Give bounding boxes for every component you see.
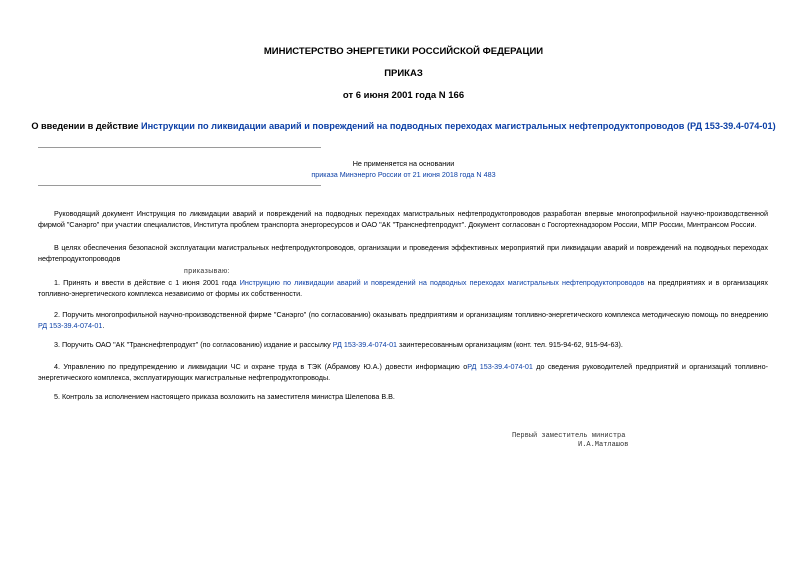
signature-name: И.А.Матлашов bbox=[578, 441, 629, 449]
notice-order-link[interactable]: приказа Минэнерго России от 21 июня 2018 года N 483 bbox=[311, 170, 496, 179]
item-2-rd-link[interactable]: РД 153-39.4-074-01 bbox=[38, 321, 103, 331]
item-4-text-b: до сведения руководителей предприятий и организаций топливно-энергетического комплекса, эксплуатирующих магистральные нефтепродуктопроводы. bbox=[38, 362, 768, 383]
status-notice bbox=[270, 158, 537, 180]
item-4-rd-link[interactable]: РД 153-39.4-074-01 bbox=[467, 362, 533, 371]
date-number-heading: от 6 июня 2001 года N 166 bbox=[342, 90, 465, 101]
order-item-1 bbox=[38, 277, 768, 299]
paragraph-purpose: В целях обеспечения безопасной эксплуатации магистральных нефтепродуктопроводов, организации и проведения эффективных мероприятий при ликвидации аварий и повреждений на подводных переходах нефтепродуктопроводов bbox=[38, 243, 768, 264]
item-1-text-b: на предприятиях и в организациях топливно-энергетического комплекса независимо от формы их собственности. bbox=[38, 278, 768, 299]
doc-type-heading: ПРИКАЗ bbox=[384, 68, 423, 79]
item-3-rd-link[interactable]: РД 153-39.4-074-01 bbox=[332, 340, 398, 349]
order-word: приказываю: bbox=[184, 268, 230, 275]
order-item-2 bbox=[38, 309, 768, 331]
title-instruction-link[interactable]: Инструкции по ликвидации аварий и повреждений на подводных переходах магистральных нефтепродуктопроводов (РД 153-39.4-074-01) bbox=[141, 121, 776, 131]
notice-text: Не применяется на основании bbox=[352, 159, 455, 168]
item-4-text-a: 4. Управлению по предупреждению и ликвидации ЧС и охране труда в ТЭК (Абрамову Ю.А.) довести информацию о bbox=[54, 362, 468, 371]
item-1-instruction-link[interactable]: Инструкцию по ликвидации аварий и повреждений на подводных переходах магистральных нефтепродуктопроводов bbox=[239, 278, 645, 287]
paragraph-intro: Руководящий документ Инструкция по ликвидации аварий и повреждений на подводных переходах магистральных нефтепродуктопроводов разработан впервые многопрофильной научно-производственной фирмой "Санэрго" при участии специалистов, Института проблем транспорта энергоресурсов и ОАО "АК "Транснефтепродукт". Документ согласован с Госгортехнадзором России, МПР России, Минтрансом России. bbox=[38, 209, 768, 230]
signature-position: Первый заместитель министра bbox=[512, 432, 626, 440]
item-3-text-b: заинтересованным организациям (конт. тел. 915-94-62, 915-94-63). bbox=[397, 340, 623, 349]
title-prefix: О введении в действие bbox=[31, 121, 142, 131]
item-3-text-a: 3. Поручить ОАО "АК "Транснефтепродукт" (по согласованию) издание и рассылку bbox=[54, 340, 333, 349]
ministry-heading: МИНИСТЕРСТВО ЭНЕРГЕТИКИ РОССИЙСКОЙ ФЕДЕРАЦИИ bbox=[263, 46, 544, 57]
bottom-divider bbox=[38, 185, 321, 186]
top-divider bbox=[38, 147, 321, 148]
item-2-text-b: . bbox=[102, 321, 105, 331]
order-item-5: 5. Контроль за исполнением настоящего приказа возложить на заместителя министра Шелепова В.В. bbox=[54, 392, 395, 401]
item-2-text-a: 2. Поручить многопрофильной научно-производственной фирме "Санэрго" (по согласованию) оказывать предприятиям и организациям топливно-энергетического комплекса методическую помощь по внедрению bbox=[54, 310, 768, 319]
order-item-4 bbox=[38, 361, 768, 383]
order-item-3 bbox=[38, 339, 768, 350]
document-title bbox=[30, 121, 777, 131]
item-1-text-a: 1. Принять и ввести в действие с 1 июня 2001 года bbox=[54, 278, 240, 287]
